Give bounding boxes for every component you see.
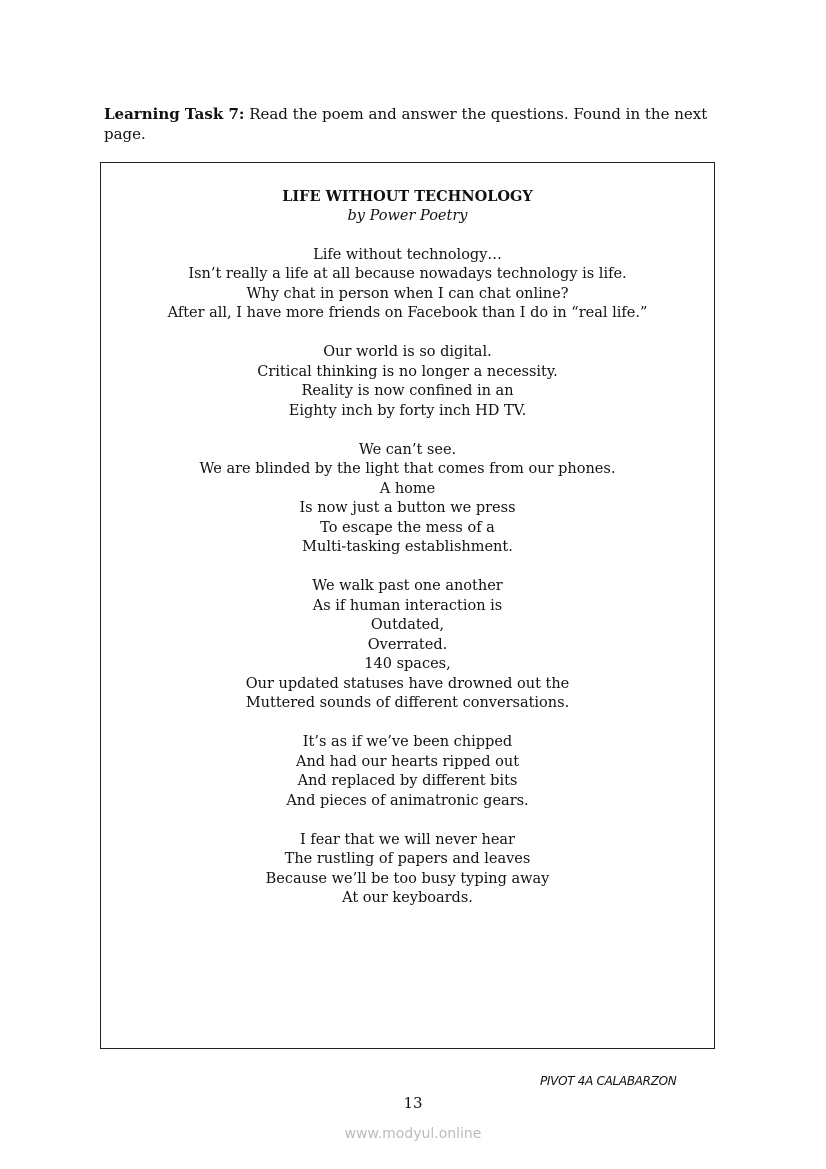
poem-line: I fear that we will never hear <box>300 831 515 848</box>
poem <box>101 187 714 909</box>
poem-line: Why chat in person when I can chat online? <box>246 285 569 302</box>
poem-title: LIFE WITHOUT TECHNOLOGY <box>282 188 533 205</box>
poem-line: To escape the mess of a <box>320 519 495 536</box>
poem-line: At our keyboards. <box>342 890 473 906</box>
poem-line: And pieces of animatronic gears. <box>286 792 529 809</box>
poem-line: Multi-tasking establishment. <box>302 539 513 555</box>
stanza <box>101 577 714 714</box>
poem-line: We walk past one another <box>312 578 503 594</box>
page-number: 13 <box>403 1094 423 1112</box>
stanza <box>101 733 714 811</box>
poem-line: Critical thinking is no longer a necessity. <box>257 363 558 380</box>
poem-line: Muttered sounds of different conversations. <box>245 695 570 711</box>
series-label: PIVOT 4A CALABARZON <box>540 1074 677 1088</box>
poem-byline: by Power Poetry <box>347 207 468 224</box>
stanza <box>101 831 714 909</box>
stanza <box>101 343 714 421</box>
poem-line: After all, I have more friends on Facebook than I do in “real life.” <box>167 305 648 321</box>
task-label: Learning Task 7: <box>104 105 245 123</box>
poem-line: A home <box>379 480 436 497</box>
poem-line: As if human interaction is <box>312 597 503 614</box>
poem-line: Our world is so digital. <box>323 344 492 360</box>
poem-line: We can’t see. <box>358 441 457 458</box>
poem-line: Our updated statuses have drowned out the <box>245 675 570 692</box>
poem-line: Reality is now confined in an <box>301 383 514 399</box>
task-text: Read the poem and answer the questions. Found in the next page. <box>104 105 708 143</box>
poem-body <box>101 246 714 909</box>
poem-line: Isn’t really a life at all because nowadays technology is life. <box>188 266 627 282</box>
poem-line: Because we’ll be too busy typing away <box>265 870 550 887</box>
stanza <box>101 441 714 558</box>
poem-line: Is now just a button we press <box>299 500 516 516</box>
poem-line: It’s as if we’ve been chipped <box>302 734 513 750</box>
poem-line: Overrated. <box>367 636 448 653</box>
poem-line: Life without technology… <box>313 246 502 263</box>
watermark: www.modyul.online <box>344 1126 482 1142</box>
poem-line: And replaced by different bits <box>297 773 518 789</box>
poem-line: The rustling of papers and leaves <box>284 851 531 867</box>
poem-line: Eighty inch by forty inch HD TV. <box>288 402 527 419</box>
poem-line: Outdated, <box>370 617 445 633</box>
poem-line: 140 spaces, <box>364 656 451 672</box>
stanza <box>101 246 714 324</box>
poem-box <box>100 162 715 1049</box>
task-instructions <box>104 104 724 144</box>
poem-line: We are blinded by the light that comes from our phones. <box>199 461 616 477</box>
poem-line: And had our hearts ripped out <box>295 753 520 770</box>
